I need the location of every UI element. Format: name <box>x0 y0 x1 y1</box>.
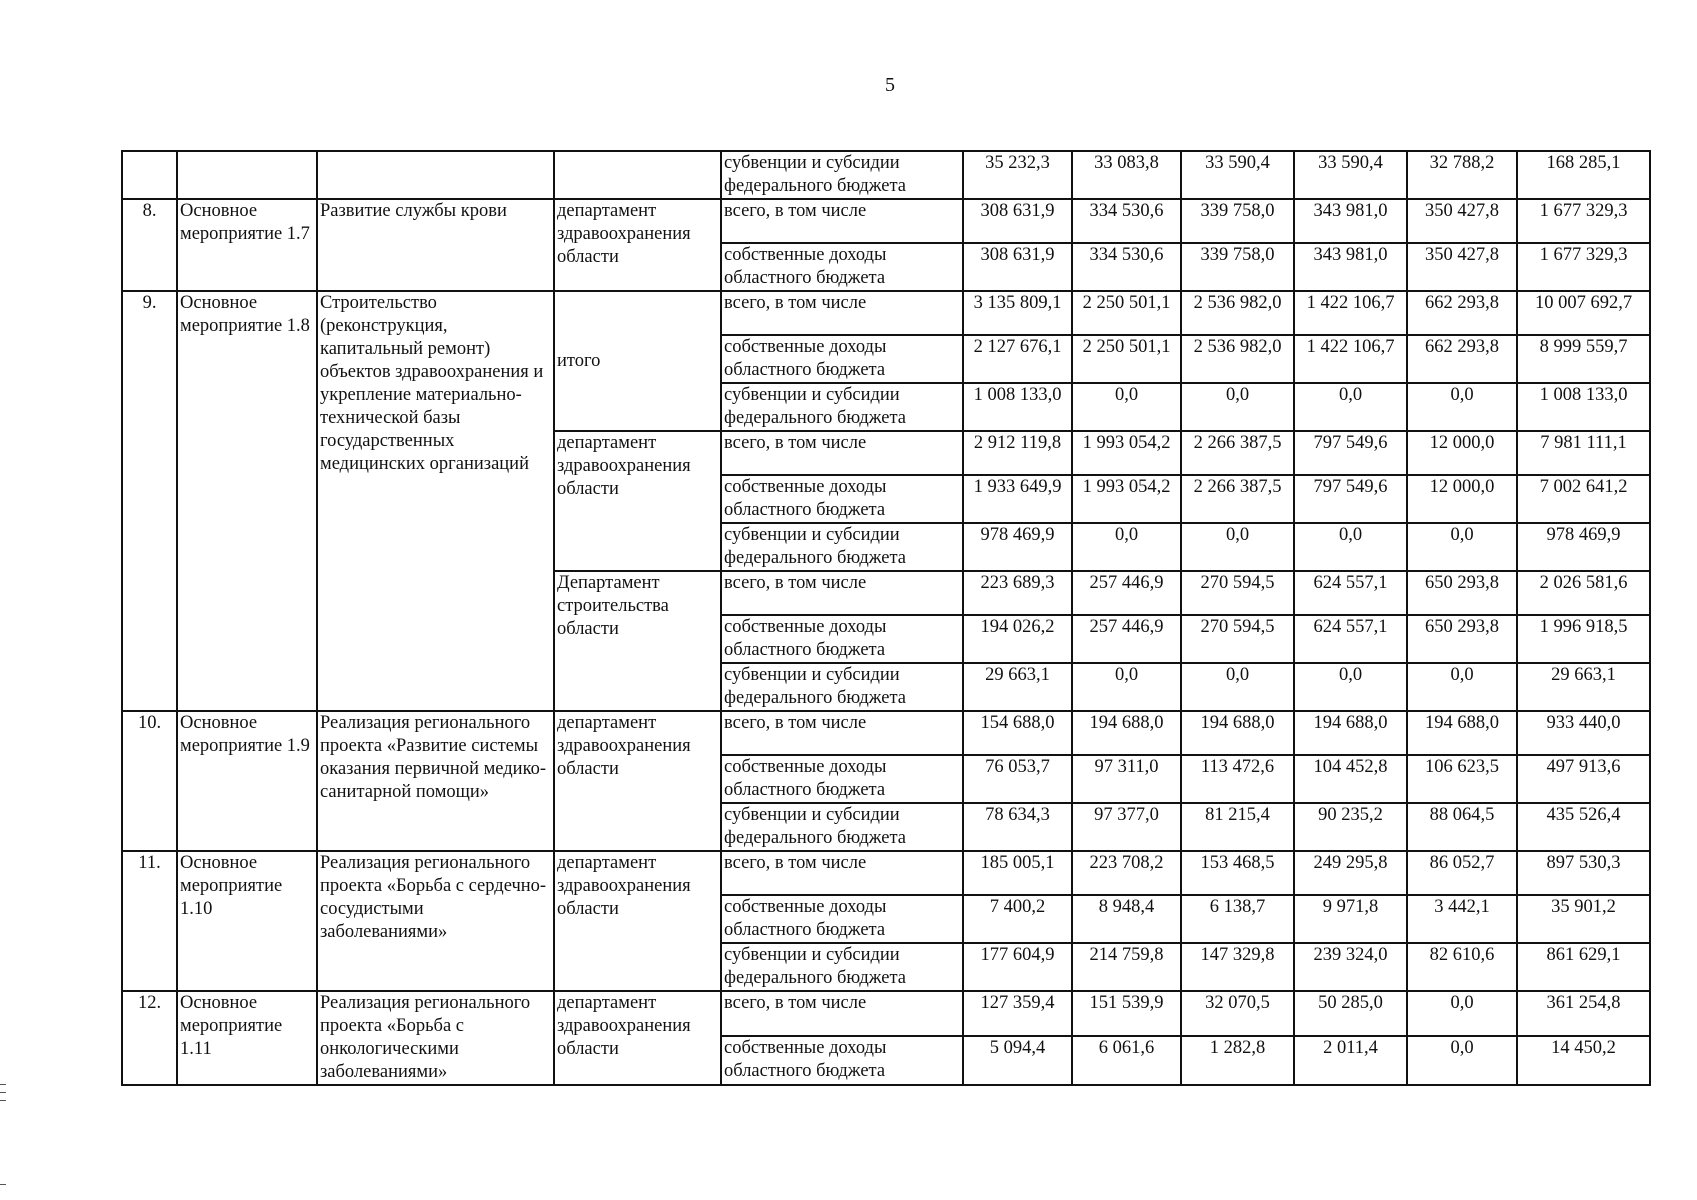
value-cell: 0,0 <box>1294 663 1407 711</box>
value-cell: 177 604,9 <box>963 943 1072 991</box>
value-cell: 90 235,2 <box>1294 803 1407 851</box>
value-cell: 194 688,0 <box>1181 711 1294 755</box>
value-cell: 194 688,0 <box>1294 711 1407 755</box>
empty-cell <box>317 151 554 199</box>
value-cell: 0,0 <box>1181 383 1294 431</box>
funding-source-cell: собственные доходы областного бюджета <box>721 755 963 803</box>
margin-mark <box>0 1184 6 1185</box>
value-cell: 1 282,8 <box>1181 1036 1294 1085</box>
value-cell: 194 026,2 <box>963 615 1072 663</box>
value-cell: 861 629,1 <box>1517 943 1650 991</box>
value-cell: 9 971,8 <box>1294 895 1407 943</box>
value-cell: 2 536 982,0 <box>1181 335 1294 383</box>
value-cell: 7 400,2 <box>963 895 1072 943</box>
value-cell: 2 011,4 <box>1294 1036 1407 1085</box>
value-cell: 334 530,6 <box>1072 199 1181 243</box>
funding-source-cell: собственные доходы областного бюджета <box>721 243 963 291</box>
funding-source-cell: собственные доходы областного бюджета <box>721 475 963 523</box>
value-cell: 0,0 <box>1294 383 1407 431</box>
table-row <box>122 851 1650 895</box>
value-cell: 350 427,8 <box>1407 243 1517 291</box>
value-cell: 35 232,3 <box>963 151 1072 199</box>
value-cell: 350 427,8 <box>1407 199 1517 243</box>
funding-source-cell: всего, в том числе <box>721 431 963 475</box>
value-cell: 106 623,5 <box>1407 755 1517 803</box>
value-cell: 78 634,3 <box>963 803 1072 851</box>
value-cell: 0,0 <box>1072 663 1181 711</box>
value-cell: 0,0 <box>1072 383 1181 431</box>
row-index: 12. <box>122 991 177 1085</box>
value-cell: 0,0 <box>1294 523 1407 571</box>
value-cell: 185 005,1 <box>963 851 1072 895</box>
value-cell: 7 981 111,1 <box>1517 431 1650 475</box>
value-cell: 650 293,8 <box>1407 615 1517 663</box>
row-index: 11. <box>122 851 177 991</box>
measure-cell: Основное мероприятие 1.8 <box>177 291 317 711</box>
value-cell: 1 993 054,2 <box>1072 431 1181 475</box>
funding-source-cell: субвенции и субсидии федерального бюджета <box>721 383 963 431</box>
value-cell: 2 266 387,5 <box>1181 475 1294 523</box>
table-row <box>122 151 1650 199</box>
value-cell: 113 472,6 <box>1181 755 1294 803</box>
value-cell: 223 689,3 <box>963 571 1072 615</box>
measure-cell: Основное мероприятие 1.10 <box>177 851 317 991</box>
margin-mark <box>0 1084 6 1085</box>
value-cell: 7 002 641,2 <box>1517 475 1650 523</box>
value-cell: 933 440,0 <box>1517 711 1650 755</box>
table-row <box>122 991 1650 1036</box>
value-cell: 270 594,5 <box>1181 615 1294 663</box>
value-cell: 97 311,0 <box>1072 755 1181 803</box>
funding-source-cell: субвенции и субсидии федерального бюджета <box>721 151 963 199</box>
margin-mark <box>0 1092 6 1093</box>
value-cell: 2 266 387,5 <box>1181 431 1294 475</box>
value-cell: 334 530,6 <box>1072 243 1181 291</box>
row-index: 8. <box>122 199 177 291</box>
value-cell: 1 933 649,9 <box>963 475 1072 523</box>
page-number: 5 <box>885 74 895 96</box>
measure-name-cell: Развитие службы крови <box>317 199 554 291</box>
value-cell: 194 688,0 <box>1072 711 1181 755</box>
funding-source-cell: собственные доходы областного бюджета <box>721 1036 963 1085</box>
value-cell: 0,0 <box>1407 663 1517 711</box>
value-cell: 0,0 <box>1407 383 1517 431</box>
value-cell: 223 708,2 <box>1072 851 1181 895</box>
value-cell: 33 590,4 <box>1181 151 1294 199</box>
executor-cell: департамент здравоохранения области <box>554 851 721 991</box>
funding-source-cell: субвенции и субсидии федерального бюджета <box>721 803 963 851</box>
funding-source-cell: всего, в том числе <box>721 711 963 755</box>
value-cell: 10 007 692,7 <box>1517 291 1650 335</box>
value-cell: 257 446,9 <box>1072 571 1181 615</box>
value-cell: 0,0 <box>1181 663 1294 711</box>
value-cell: 2 536 982,0 <box>1181 291 1294 335</box>
value-cell: 662 293,8 <box>1407 335 1517 383</box>
executor-cell: Департамент строительства области <box>554 571 721 711</box>
value-cell: 35 901,2 <box>1517 895 1650 943</box>
measure-name-cell: Строительство (реконструкция, капитальный ремонт) объектов здравоохранения и укрепление материально-технической базы государственных медицинских организаций <box>317 291 554 711</box>
value-cell: 14 450,2 <box>1517 1036 1650 1085</box>
executor-cell: департамент здравоохранения области <box>554 199 721 291</box>
value-cell: 343 981,0 <box>1294 243 1407 291</box>
value-cell: 5 094,4 <box>963 1036 1072 1085</box>
value-cell: 308 631,9 <box>963 199 1072 243</box>
margin-mark <box>0 1100 6 1101</box>
value-cell: 339 758,0 <box>1181 243 1294 291</box>
executor-cell: итого <box>554 291 721 431</box>
value-cell: 81 215,4 <box>1181 803 1294 851</box>
measure-name-cell: Реализация регионального проекта «Борьба с сердечно-сосудистыми заболеваниями» <box>317 851 554 991</box>
value-cell: 361 254,8 <box>1517 991 1650 1036</box>
value-cell: 147 329,8 <box>1181 943 1294 991</box>
value-cell: 497 913,6 <box>1517 755 1650 803</box>
value-cell: 624 557,1 <box>1294 615 1407 663</box>
value-cell: 12 000,0 <box>1407 475 1517 523</box>
value-cell: 194 688,0 <box>1407 711 1517 755</box>
measure-name-cell: Реализация регионального проекта «Развитие системы оказания первичной медико-санитарной помощи» <box>317 711 554 851</box>
value-cell: 3 135 809,1 <box>963 291 1072 335</box>
value-cell: 0,0 <box>1407 991 1517 1036</box>
value-cell: 32 788,2 <box>1407 151 1517 199</box>
value-cell: 8 948,4 <box>1072 895 1181 943</box>
value-cell: 32 070,5 <box>1181 991 1294 1036</box>
executor-cell: департамент здравоохранения области <box>554 711 721 851</box>
value-cell: 86 052,7 <box>1407 851 1517 895</box>
budget-table <box>121 150 1651 1086</box>
funding-source-cell: собственные доходы областного бюджета <box>721 335 963 383</box>
value-cell: 2 127 676,1 <box>963 335 1072 383</box>
value-cell: 897 530,3 <box>1517 851 1650 895</box>
value-cell: 435 526,4 <box>1517 803 1650 851</box>
funding-source-cell: всего, в том числе <box>721 851 963 895</box>
table-row <box>122 199 1650 243</box>
funding-source-cell: собственные доходы областного бюджета <box>721 615 963 663</box>
empty-cell <box>177 151 317 199</box>
value-cell: 650 293,8 <box>1407 571 1517 615</box>
funding-source-cell: собственные доходы областного бюджета <box>721 895 963 943</box>
value-cell: 978 469,9 <box>1517 523 1650 571</box>
value-cell: 339 758,0 <box>1181 199 1294 243</box>
row-index: 10. <box>122 711 177 851</box>
funding-source-cell: всего, в том числе <box>721 199 963 243</box>
value-cell: 153 468,5 <box>1181 851 1294 895</box>
value-cell: 154 688,0 <box>963 711 1072 755</box>
value-cell: 6 138,7 <box>1181 895 1294 943</box>
value-cell: 0,0 <box>1407 523 1517 571</box>
funding-source-cell: субвенции и субсидии федерального бюджета <box>721 943 963 991</box>
value-cell: 88 064,5 <box>1407 803 1517 851</box>
value-cell: 104 452,8 <box>1294 755 1407 803</box>
funding-source-cell: всего, в том числе <box>721 991 963 1036</box>
funding-source-cell: субвенции и субсидии федерального бюджета <box>721 523 963 571</box>
value-cell: 662 293,8 <box>1407 291 1517 335</box>
value-cell: 2 250 501,1 <box>1072 291 1181 335</box>
funding-source-cell: всего, в том числе <box>721 571 963 615</box>
value-cell: 6 061,6 <box>1072 1036 1181 1085</box>
value-cell: 33 590,4 <box>1294 151 1407 199</box>
value-cell: 8 999 559,7 <box>1517 335 1650 383</box>
value-cell: 249 295,8 <box>1294 851 1407 895</box>
value-cell: 33 083,8 <box>1072 151 1181 199</box>
value-cell: 343 981,0 <box>1294 199 1407 243</box>
value-cell: 82 610,6 <box>1407 943 1517 991</box>
value-cell: 12 000,0 <box>1407 431 1517 475</box>
empty-cell <box>122 151 177 199</box>
value-cell: 1 677 329,3 <box>1517 243 1650 291</box>
value-cell: 308 631,9 <box>963 243 1072 291</box>
value-cell: 2 026 581,6 <box>1517 571 1650 615</box>
value-cell: 1 422 106,7 <box>1294 291 1407 335</box>
executor-cell: департамент здравоохранения области <box>554 431 721 571</box>
measure-cell: Основное мероприятие 1.11 <box>177 991 317 1085</box>
measure-cell: Основное мероприятие 1.9 <box>177 711 317 851</box>
value-cell: 127 359,4 <box>963 991 1072 1036</box>
value-cell: 257 446,9 <box>1072 615 1181 663</box>
value-cell: 797 549,6 <box>1294 475 1407 523</box>
value-cell: 0,0 <box>1407 1036 1517 1085</box>
value-cell: 1 993 054,2 <box>1072 475 1181 523</box>
value-cell: 168 285,1 <box>1517 151 1650 199</box>
value-cell: 1 677 329,3 <box>1517 199 1650 243</box>
executor-cell: департамент здравоохранения области <box>554 991 721 1085</box>
value-cell: 1 008 133,0 <box>963 383 1072 431</box>
value-cell: 1 422 106,7 <box>1294 335 1407 383</box>
measure-cell: Основное мероприятие 1.7 <box>177 199 317 291</box>
value-cell: 797 549,6 <box>1294 431 1407 475</box>
funding-source-cell: субвенции и субсидии федерального бюджета <box>721 663 963 711</box>
value-cell: 97 377,0 <box>1072 803 1181 851</box>
funding-source-cell: всего, в том числе <box>721 291 963 335</box>
value-cell: 0,0 <box>1181 523 1294 571</box>
empty-cell <box>554 151 721 199</box>
value-cell: 3 442,1 <box>1407 895 1517 943</box>
value-cell: 239 324,0 <box>1294 943 1407 991</box>
value-cell: 50 285,0 <box>1294 991 1407 1036</box>
value-cell: 1 008 133,0 <box>1517 383 1650 431</box>
value-cell: 0,0 <box>1072 523 1181 571</box>
value-cell: 2 250 501,1 <box>1072 335 1181 383</box>
value-cell: 2 912 119,8 <box>963 431 1072 475</box>
value-cell: 151 539,9 <box>1072 991 1181 1036</box>
value-cell: 978 469,9 <box>963 523 1072 571</box>
value-cell: 29 663,1 <box>1517 663 1650 711</box>
row-index: 9. <box>122 291 177 711</box>
value-cell: 1 996 918,5 <box>1517 615 1650 663</box>
value-cell: 76 053,7 <box>963 755 1072 803</box>
value-cell: 624 557,1 <box>1294 571 1407 615</box>
measure-name-cell: Реализация регионального проекта «Борьба с онкологическими заболеваниями» <box>317 991 554 1085</box>
table-row <box>122 711 1650 755</box>
value-cell: 29 663,1 <box>963 663 1072 711</box>
value-cell: 214 759,8 <box>1072 943 1181 991</box>
value-cell: 270 594,5 <box>1181 571 1294 615</box>
table-row <box>122 291 1650 335</box>
